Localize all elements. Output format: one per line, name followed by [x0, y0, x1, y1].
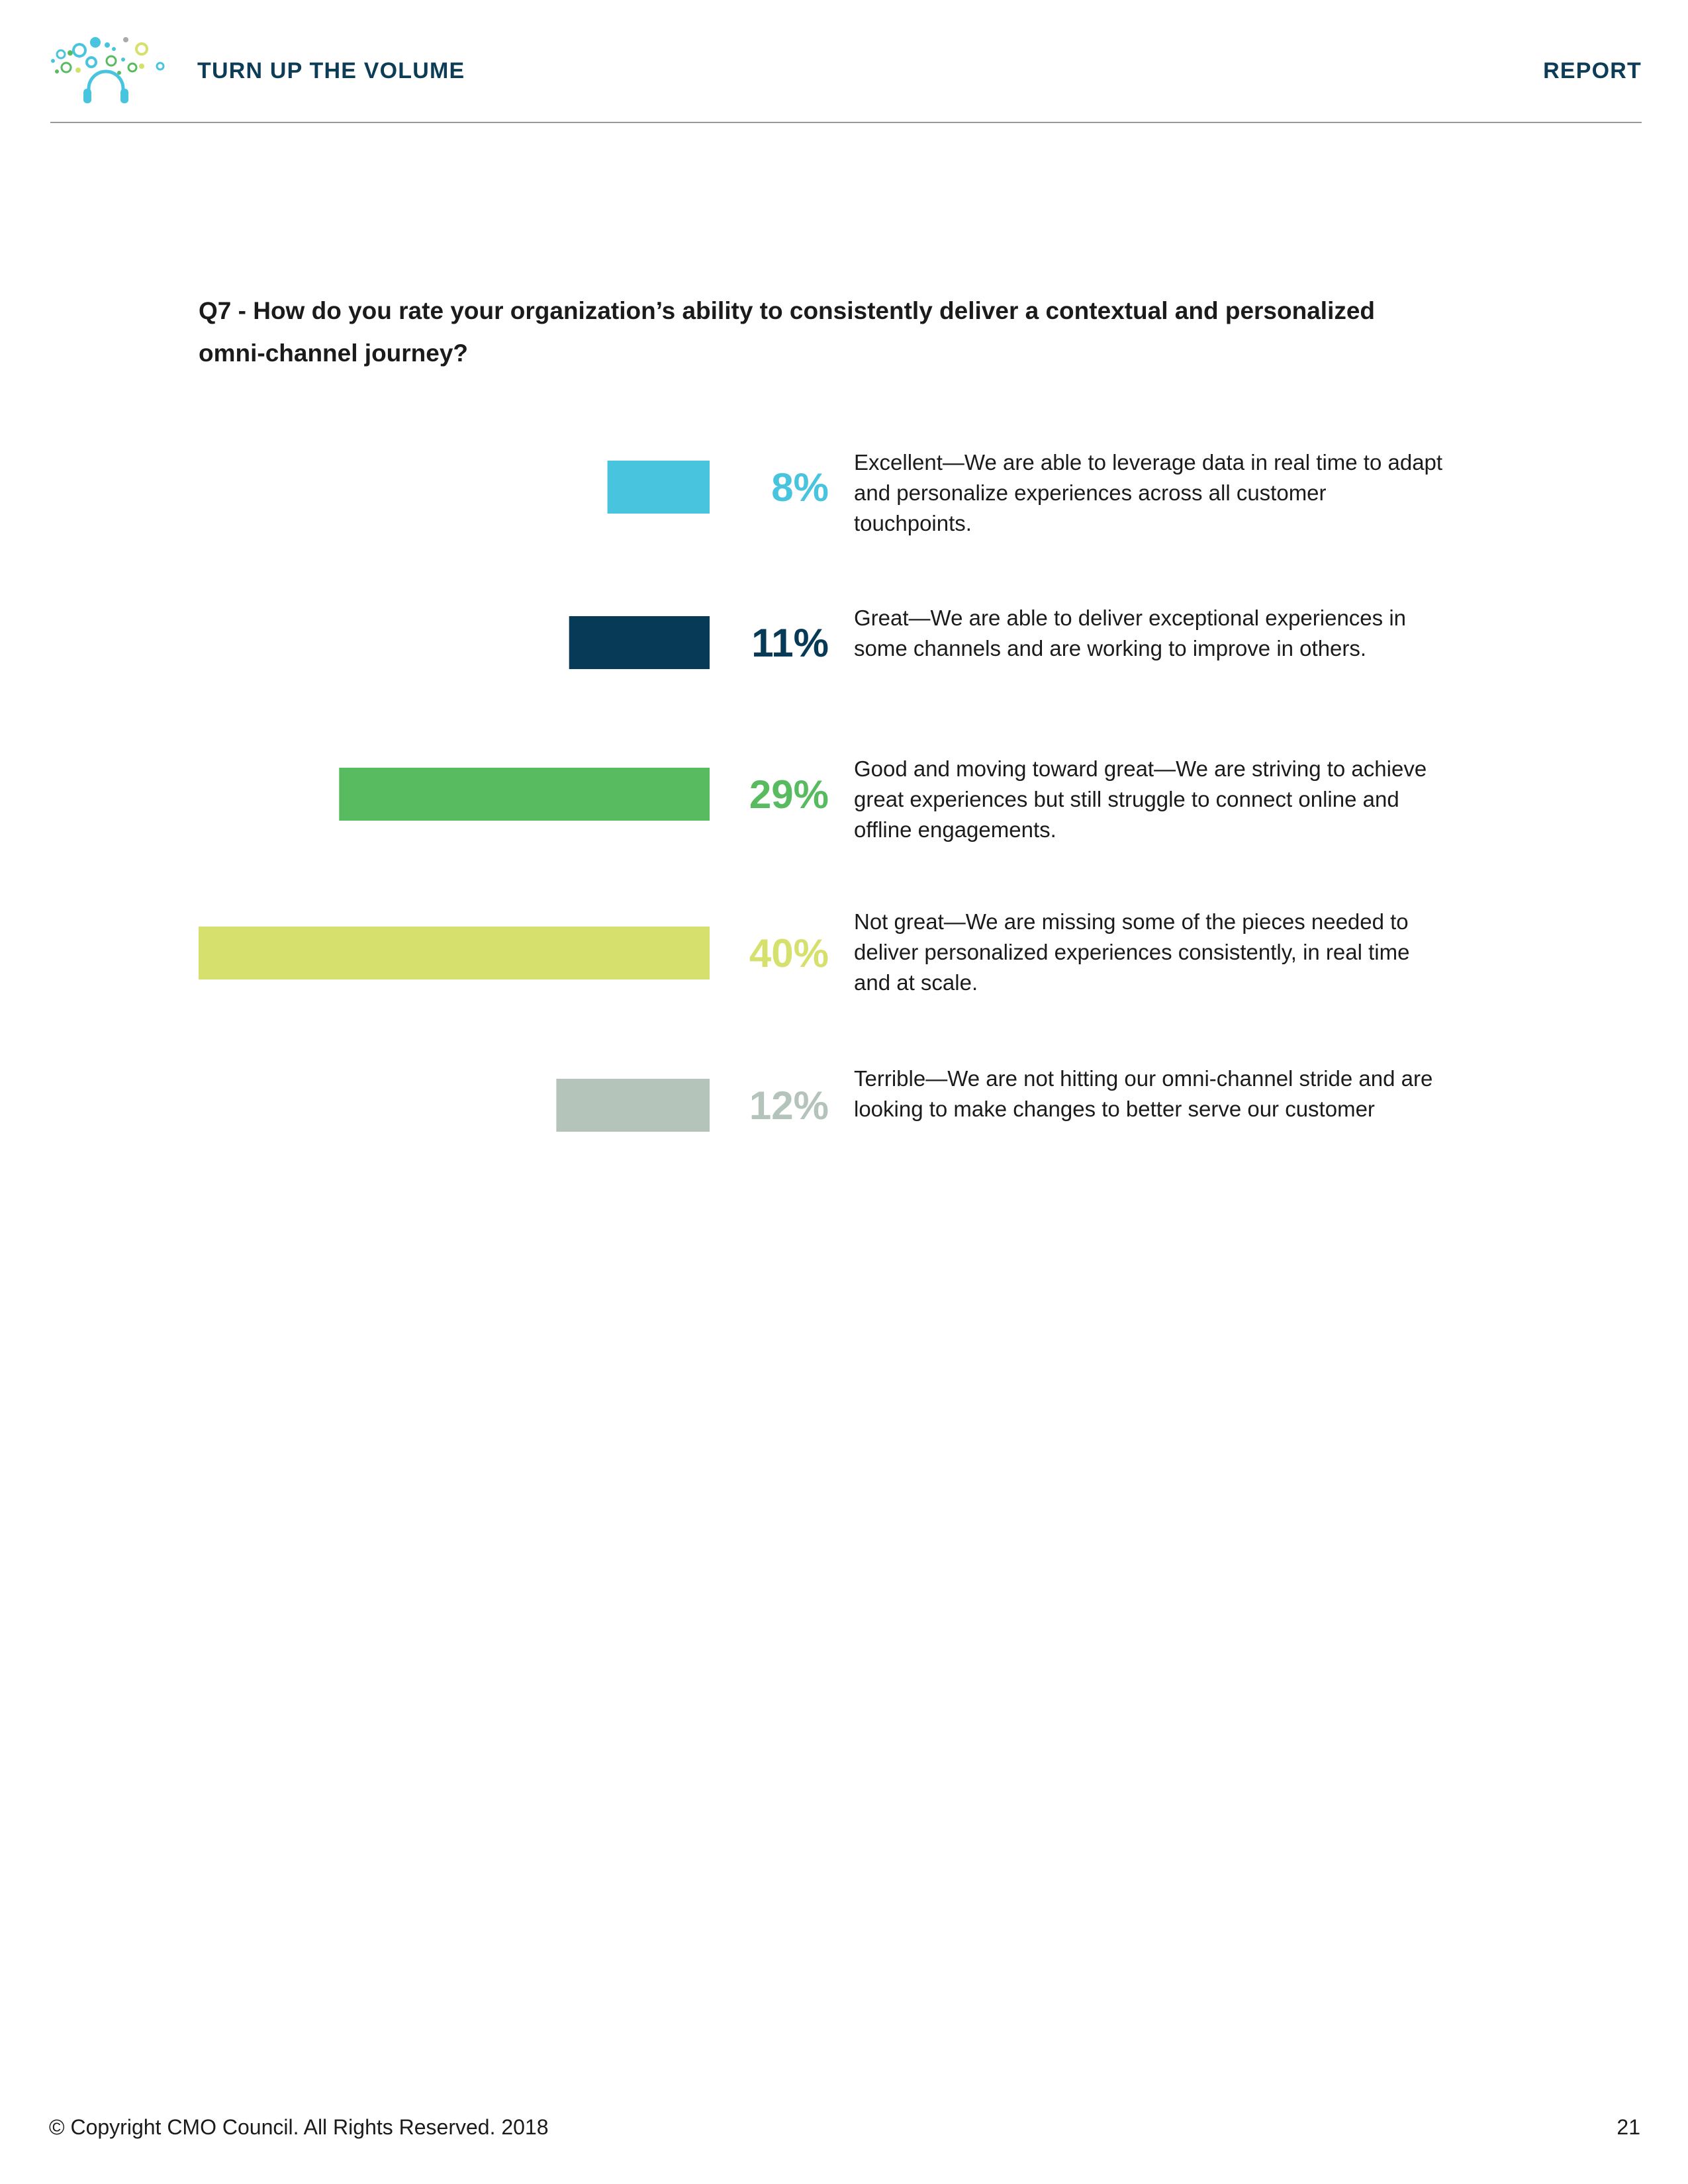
bar-value-label: 12% — [749, 1083, 829, 1128]
bar — [608, 461, 710, 514]
category-label: Terrible—We are not hitting our omni-channel stride and are looking to make changes to better serve our customer — [854, 1066, 1433, 1121]
bar — [569, 616, 710, 669]
bar-value-label: 11% — [751, 621, 829, 665]
section-label: REPORT — [1543, 58, 1642, 83]
category-label: Not great—We are missing some of the pieces needed to deliver personalized experiences consistently, in real time and at scale. — [854, 909, 1410, 995]
page-number: 21 — [1617, 2115, 1640, 2139]
bar-value-label: 29% — [749, 772, 829, 817]
report-title: TURN UP THE VOLUME — [197, 58, 465, 83]
bar — [199, 927, 710, 979]
bar-value-label: 40% — [749, 931, 829, 976]
header-divider — [50, 122, 1642, 123]
headphones-bubbles-logo-icon — [48, 33, 173, 109]
bar — [339, 768, 710, 821]
survey-question: Q7 - How do you rate your organization’s ability to consistently deliver a contextual and personalized omni-channel journey? — [199, 297, 1376, 367]
bar-value-label: 8% — [771, 465, 829, 510]
category-label: Great—We are able to deliver exceptional experiences in some channels and are working to improve in others. — [854, 606, 1407, 660]
category-label: Excellent—We are able to leverage data in real time to adapt and personalize experiences across all customer touchpoints. — [854, 450, 1443, 535]
bar — [556, 1079, 710, 1132]
category-label: Good and moving toward great—We are striving to achieve great experiences but still struggle to connect online and offline engagements. — [854, 756, 1427, 842]
copyright-notice: © Copyright CMO Council. All Rights Reserved. 2018 — [49, 2115, 549, 2139]
